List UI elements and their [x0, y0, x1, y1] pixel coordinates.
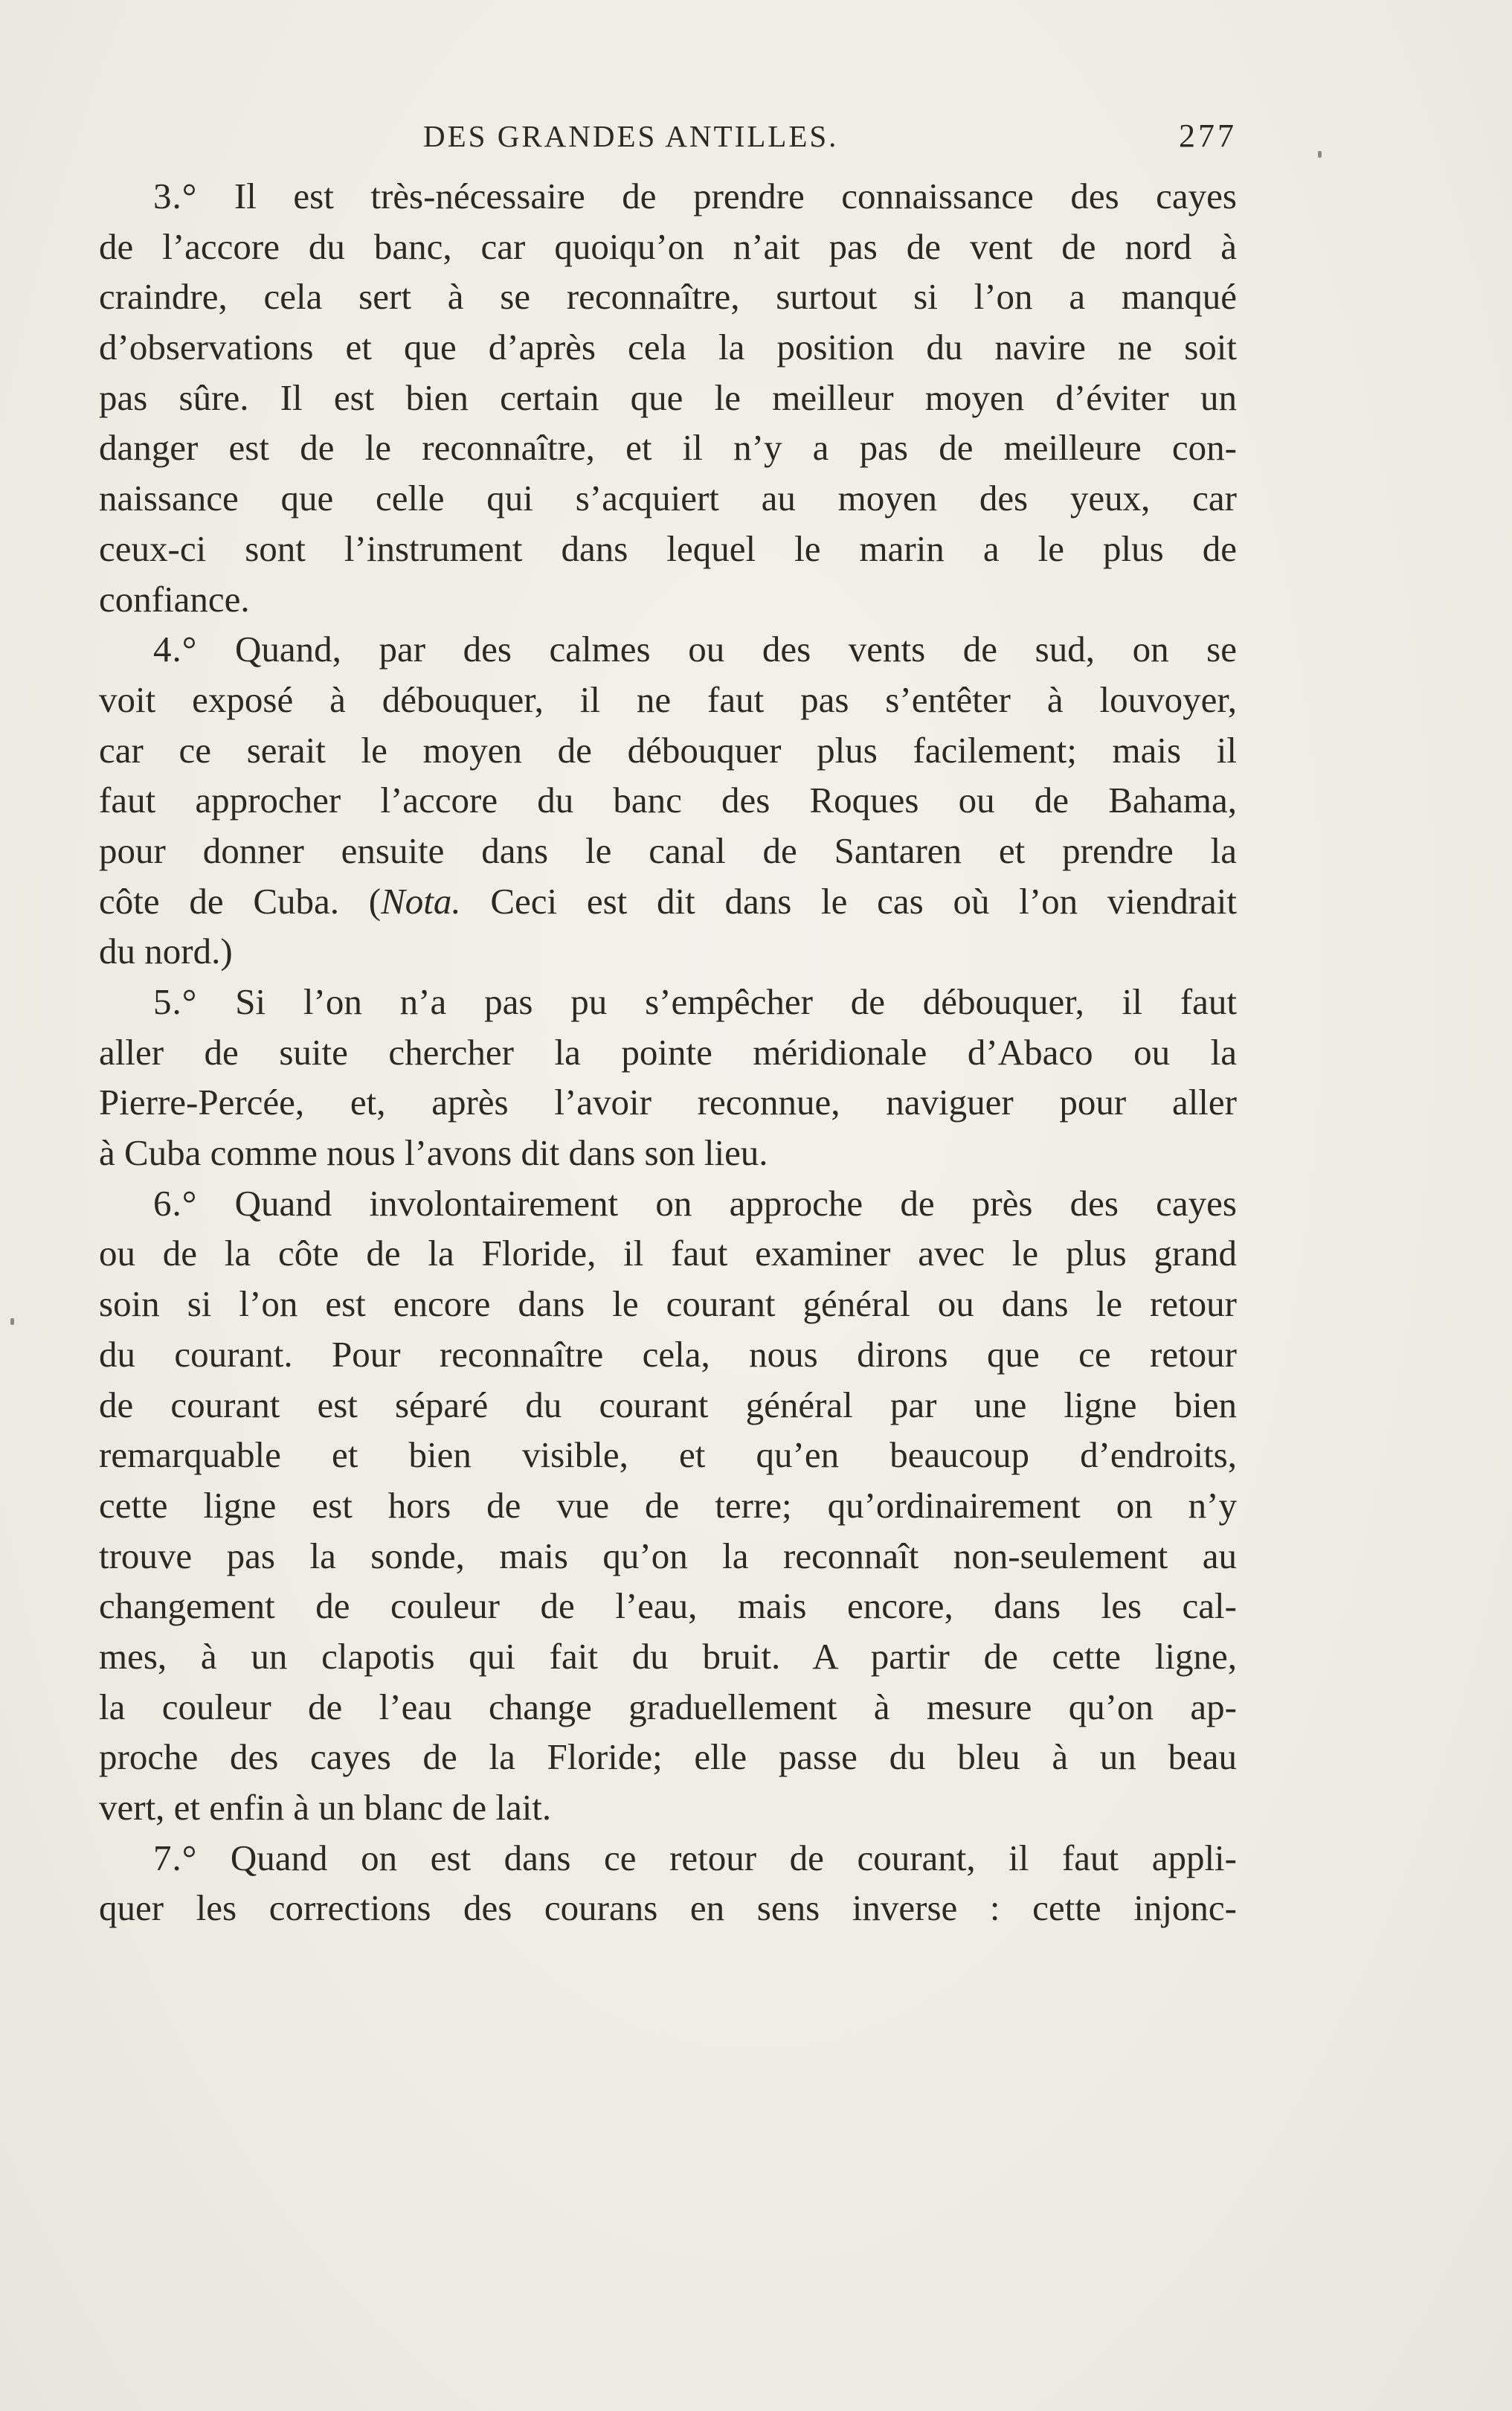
text-line [99, 1581, 1237, 1631]
paragraph-number: 7.° [153, 1837, 198, 1878]
text-line [99, 1480, 1237, 1531]
text-line [99, 1732, 1237, 1782]
line-text: côte de Cuba. ( [99, 880, 382, 922]
running-head: DES GRANDES ANTILLES. [423, 119, 839, 153]
line-text: pour donner ensuite dans le canal de Santaren et prendre la [99, 829, 1237, 871]
body-text [99, 171, 1237, 1933]
text-line [99, 171, 1237, 222]
text-line [99, 876, 1237, 927]
line-text: du courant. Pour reconnaître cela, nous dirons que ce retour [99, 1333, 1237, 1375]
line-text: soin si l’on est encore dans le courant général ou dans le retour [99, 1283, 1237, 1325]
text-line [99, 977, 1237, 1027]
line-text: Il est très-nécessaire de prendre connaissance des cayes [197, 176, 1237, 216]
page-number: 277 [1179, 118, 1237, 154]
text-line [99, 1682, 1237, 1733]
text-line [99, 1883, 1237, 1933]
line-text: confiance. [99, 578, 250, 620]
text-line [99, 1228, 1237, 1279]
line-text: ceux-ci sont l’instrument dans lequel le marin a le plus de [99, 527, 1237, 569]
line-text: mes, à un clapotis qui fait du bruit. A partir de cette ligne, [99, 1635, 1237, 1677]
line-text: d’observations et que d’après cela la position du navire ne soit [99, 327, 1237, 368]
paper-speck [1318, 151, 1322, 158]
line-text: remarquable et bien visible, et qu’en beaucoup d’endroits, [99, 1434, 1237, 1476]
text-line [99, 624, 1237, 675]
line-text: craindre, cela sert à se reconnaître, surtout si l’on a manqué [99, 276, 1237, 318]
line-text: car ce serait le moyen de débouquer plus facilement; mais il [99, 729, 1237, 771]
paragraph-number: 3.° [153, 176, 198, 216]
line-text: trouve pas la sonde, mais qu’on la reconnaît non-seulement au [99, 1535, 1237, 1576]
line-text: vert, et enfin à un blanc de lait. [99, 1787, 552, 1828]
line-text: Quand on est dans ce retour de courant, il faut appli- [197, 1837, 1237, 1878]
text-line [99, 524, 1237, 574]
text-line [99, 675, 1237, 725]
italic-text: Nota. [381, 880, 461, 922]
text-line [99, 272, 1237, 322]
line-text: pas sûre. Il est bien certain que le meilleur moyen d’éviter un [99, 376, 1237, 418]
line-text-tail: Ceci est dit dans le cas où l’on viendrait [460, 880, 1237, 922]
line-text: danger est de le reconnaître, et il n’y a pas de meilleure con- [99, 427, 1237, 469]
text-line [99, 1128, 1237, 1178]
line-text: de courant est séparé du courant général par une ligne bien [99, 1384, 1237, 1425]
paragraph-number: 5.° [153, 981, 198, 1022]
line-text: naissance que celle qui s’acquiert au moyen des yeux, car [99, 478, 1237, 519]
line-text: à Cuba comme nous l’avons dit dans son lieu. [99, 1132, 768, 1174]
text-line [99, 1631, 1237, 1682]
text-line [99, 725, 1237, 776]
line-text: proche des cayes de la Floride; elle passe du bleu à un beau [99, 1736, 1237, 1778]
text-line [99, 1380, 1237, 1431]
text-line [99, 1077, 1237, 1128]
line-text: Pierre-Percée, et, après l’avoir reconnue, naviguer pour aller [99, 1082, 1237, 1123]
line-text: la couleur de l’eau change graduellement à mesure qu’on ap- [99, 1686, 1237, 1727]
line-text: faut approcher l’accore du banc des Roques ou de Bahama, [99, 780, 1237, 821]
line-text: Quand, par des calmes ou des vents de sud, on se [197, 629, 1237, 670]
text-line [99, 473, 1237, 524]
text-line [99, 1027, 1237, 1078]
text-line [99, 322, 1237, 373]
text-line [99, 1279, 1237, 1329]
paragraph-number: 6.° [153, 1182, 198, 1224]
paragraph-number: 4.° [153, 629, 198, 670]
text-line [99, 423, 1237, 473]
text-line [99, 222, 1237, 272]
paper-speck [10, 1318, 14, 1325]
text-line [99, 1782, 1237, 1833]
line-text: de l’accore du banc, car quoiqu’on n’ait pas de vent de nord à [99, 225, 1237, 267]
line-text: cette ligne est hors de vue de terre; qu’ordinairement on n’y [99, 1484, 1237, 1526]
line-text: voit exposé à débouquer, il ne faut pas s’entêter à louvoyer, [99, 678, 1237, 720]
text-line [99, 1833, 1237, 1884]
text-line [99, 826, 1237, 876]
line-text: changement de couleur de l’eau, mais encore, dans les cal- [99, 1585, 1237, 1627]
text-line [99, 1430, 1237, 1480]
line-text: du nord.) [99, 931, 233, 972]
text-line [99, 1531, 1237, 1582]
page-header [99, 115, 1237, 157]
line-text: Quand involontairement on approche de près des cayes [197, 1182, 1237, 1224]
line-text: Si l’on n’a pas pu s’empêcher de débouquer, il faut [197, 981, 1237, 1022]
line-text: aller de suite chercher la pointe méridionale d’Abaco ou la [99, 1031, 1237, 1073]
text-line [99, 1329, 1237, 1380]
line-text: ou de la côte de la Floride, il faut examiner avec le plus grand [99, 1233, 1237, 1274]
text-line [99, 775, 1237, 826]
text-line [99, 574, 1237, 625]
text-line [99, 373, 1237, 423]
line-text: quer les corrections des courans en sens inverse : cette injonc- [99, 1887, 1237, 1929]
text-line [99, 1178, 1237, 1229]
text-line [99, 926, 1237, 977]
